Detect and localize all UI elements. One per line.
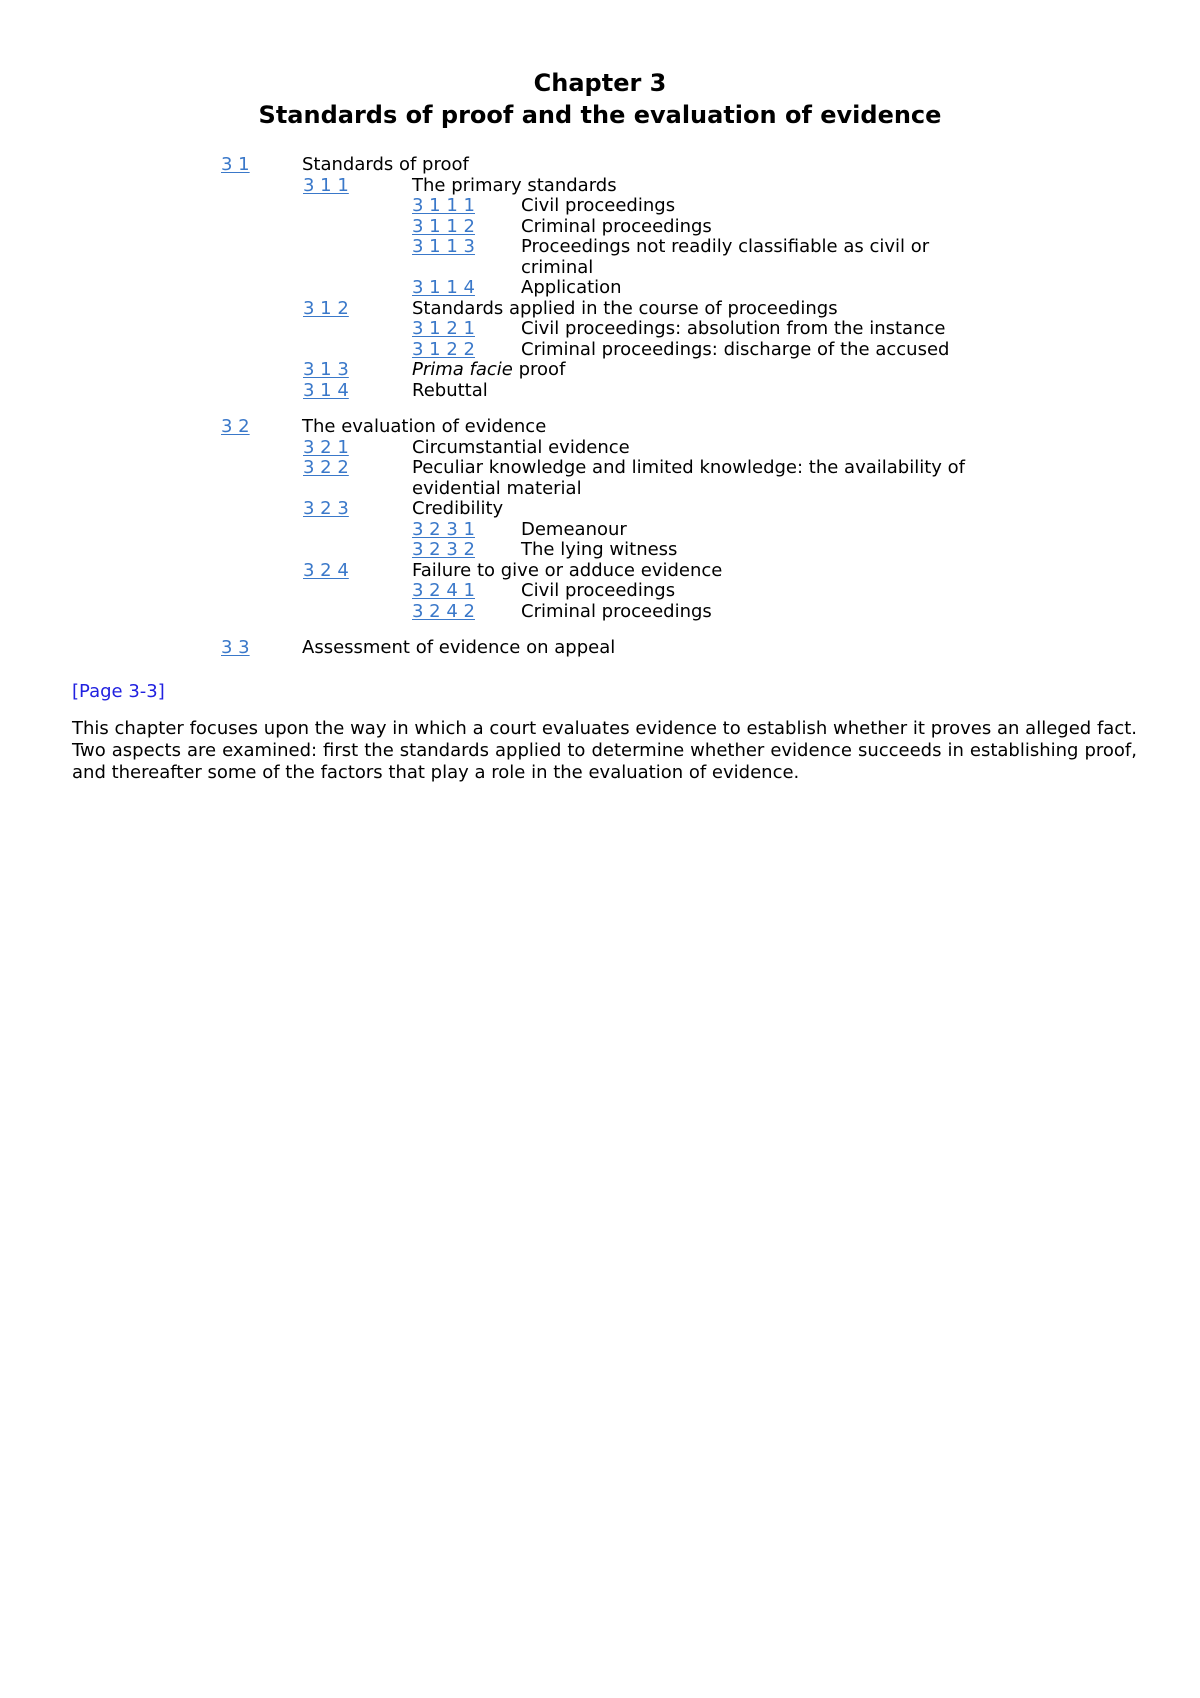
toc-link-3-1-3[interactable]: 3 1 3	[303, 359, 349, 380]
toc-item-3-1-2	[0, 299, 1200, 320]
toc-link-3-1-2-2[interactable]: 3 1 2 2	[412, 338, 475, 360]
table-of-contents	[0, 155, 1200, 659]
toc-link-3-2-4-1[interactable]: 3 2 4 1	[412, 580, 475, 601]
toc-link-3-1-1-4[interactable]: 3 1 1 4	[412, 277, 475, 298]
toc-item-3-2	[0, 417, 1200, 438]
toc-link-3-2-2[interactable]: 3 2 2	[303, 457, 349, 478]
toc-link-3-2-3-2[interactable]: 3 2 3 2	[412, 539, 475, 560]
toc-item-3-1-2-2	[0, 340, 1200, 361]
section-gap	[0, 401, 1200, 417]
toc-label: Circumstantial evidence	[412, 436, 630, 458]
toc-label: Demeanour	[521, 518, 627, 540]
toc-label: Assessment of evidence on appeal	[302, 637, 616, 658]
toc-item-3-1-1-2	[0, 217, 1200, 238]
toc-label-line: evidential material	[412, 477, 582, 499]
toc-label-italic: Prima facie	[412, 359, 513, 380]
toc-item-3-1-2-1	[0, 319, 1200, 340]
toc-label: Rebuttal	[412, 379, 488, 401]
toc-item-3-1-1-1	[0, 196, 1200, 217]
page-reference: [Page 3-3]	[72, 681, 165, 702]
toc-label: Criminal proceedings: discharge of the accused	[521, 338, 950, 360]
toc-item-3-1-1-4	[0, 278, 1200, 299]
toc-item-3-2-4	[0, 561, 1200, 582]
toc-label-rest: proof	[512, 359, 566, 380]
toc-label: Proceedings not readily classifiable as civil or criminal	[521, 236, 930, 278]
toc-label: Application	[521, 277, 622, 298]
toc-link-3-1[interactable]: 3 1	[221, 154, 250, 175]
toc-item-3-2-2	[0, 458, 1200, 499]
toc-label: The evaluation of evidence	[302, 416, 547, 437]
toc-link-3-1-1[interactable]: 3 1 1	[303, 174, 349, 196]
toc-label: Failure to give or adduce evidence	[412, 559, 723, 581]
toc-link-3-1-2-1[interactable]: 3 1 2 1	[412, 318, 475, 339]
toc-label: Credibility	[412, 498, 504, 519]
toc-label: Civil proceedings: absolution from the instance	[521, 318, 946, 339]
chapter-title: Chapter 3	[533, 69, 667, 97]
section-gap	[0, 622, 1200, 638]
toc-link-3-2[interactable]: 3 2	[221, 416, 250, 437]
toc-label: The lying witness	[521, 539, 678, 560]
toc-link-3-1-2[interactable]: 3 1 2	[303, 297, 349, 319]
toc-label: The primary standards	[412, 174, 617, 196]
toc-link-3-3[interactable]: 3 3	[221, 637, 250, 658]
toc-label	[412, 458, 965, 499]
toc-label: Standards of proof	[302, 154, 469, 175]
toc-item-3-1	[0, 155, 1200, 176]
toc-item-3-2-3	[0, 499, 1200, 520]
chapter-subtitle: Standards of proof and the evaluation of evidence	[258, 101, 942, 129]
toc-label	[412, 360, 565, 381]
intro-paragraph: This chapter focuses upon the way in which a court evaluates evidence to establish whether it proves an alleged fact. Two aspects are examined: first the standards applied to determine whether evidence succeeds in establishing proof, and thereafter some of the factors that play a role in the evaluation of evidence.	[72, 718, 1137, 783]
toc-item-3-1-4	[0, 381, 1200, 402]
toc-item-3-1-1-3	[0, 237, 1200, 278]
toc-link-3-1-4[interactable]: 3 1 4	[303, 379, 349, 401]
toc-label: Criminal proceedings	[521, 215, 712, 237]
toc-link-3-2-3-1[interactable]: 3 2 3 1	[412, 518, 475, 540]
toc-link-3-2-4[interactable]: 3 2 4	[303, 559, 349, 581]
toc-link-3-2-3[interactable]: 3 2 3	[303, 498, 349, 519]
toc-link-3-1-1-3[interactable]: 3 1 1 3	[412, 236, 475, 257]
toc-link-3-2-4-2[interactable]: 3 2 4 2	[412, 600, 475, 622]
toc-item-3-2-3-1	[0, 520, 1200, 541]
toc-item-3-1-3	[0, 360, 1200, 381]
toc-item-3-2-3-2	[0, 540, 1200, 561]
toc-label-line: Peculiar knowledge and limited knowledge: the availability of	[412, 457, 966, 478]
toc-label: Criminal proceedings	[521, 600, 712, 622]
toc-item-3-1-1	[0, 176, 1200, 197]
toc-link-3-1-1-1[interactable]: 3 1 1 1	[412, 195, 475, 216]
toc-item-3-2-4-2	[0, 602, 1200, 623]
toc-item-3-3	[0, 638, 1200, 659]
toc-link-3-2-1[interactable]: 3 2 1	[303, 436, 349, 458]
toc-item-3-2-4-1	[0, 581, 1200, 602]
toc-label: Standards applied in the course of proceedings	[412, 297, 838, 319]
toc-label: Civil proceedings	[521, 580, 676, 601]
toc-label: Civil proceedings	[521, 195, 676, 216]
toc-item-3-2-1	[0, 438, 1200, 459]
toc-link-3-1-1-2[interactable]: 3 1 1 2	[412, 215, 475, 237]
